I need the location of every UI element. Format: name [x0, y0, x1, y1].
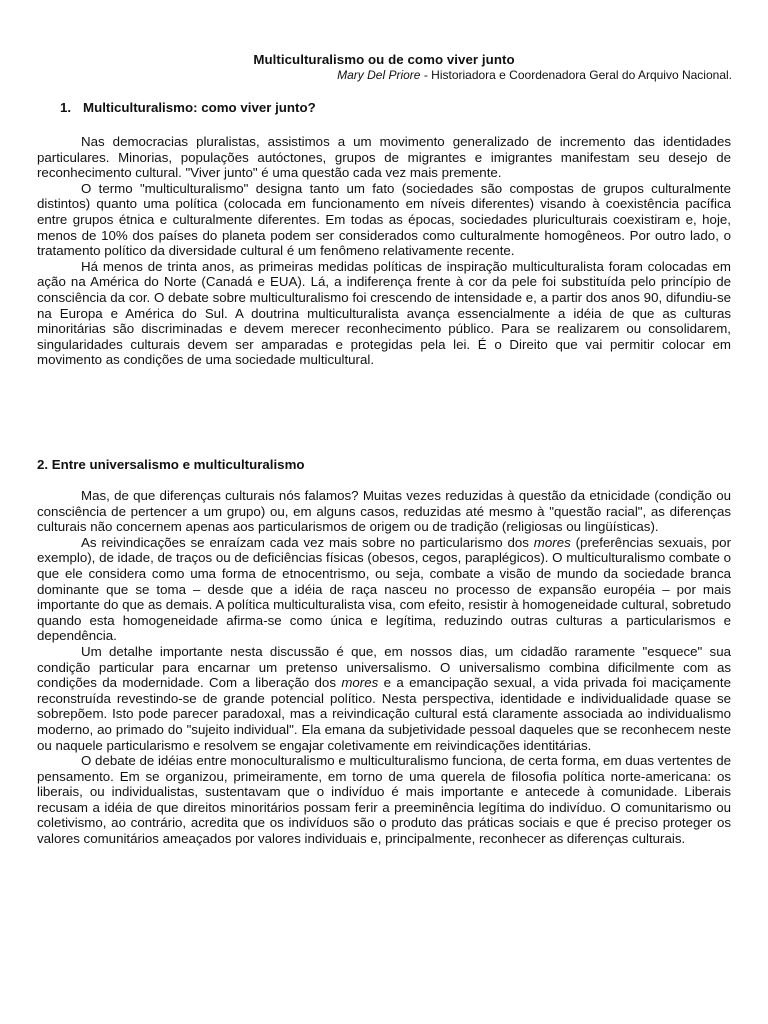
- section-2-paragraph: [37, 644, 731, 753]
- emphasis-term: mores: [341, 675, 379, 691]
- paragraph-text: e a emancipação sexual, a vida privada foi maciçamente reconstruída revestindo-se de grande potencial político. Nesta perspectiva, identidade e individualidade quase se sobrepõem. Isto pode parecer paradoxal, mas a reivindicação cultural está claramente associada ao individualismo moderno, ao primado do "sujeito individual". Ela emana da subjetividade pessoal daqueles que se reconhecem neste ou naquele particularismo e resolvem se engajar coletivamente em reivindicações identitárias.: [37, 675, 731, 753]
- byline-author: Mary Del Priore: [337, 68, 421, 82]
- section-2-paragraph: Mas, de que diferenças culturais nós falamos? Muitas vezes reduzidas à questão da etnicidade (condição ou consciência de pertencer a um grupo) ou, em alguns casos, reduzidas até mesmo à "questão racial", as diferenças culturais não concernem apenas aos particularismos de origem ou de tradição (religiosas ou lingüísticas).: [37, 488, 731, 535]
- section-1-body: [37, 134, 731, 368]
- paragraph-text: (preferências sexuais, por exemplo), de idade, de traços ou de deficiências físicas (obesos, cegos, paraplégicos). O multiculturalismo combate o que ele considera como uma forma de etnocentrismo, ou seja, combate a visão de mundo da sociedade branca dominante que se toma – desde que a idéia de raça nasceu no processo de expansão européia – por mais importante do que as demais. A política multiculturalista visa, com efeito, resistir à homogeneidade cultural, sobretudo quando esta homogeneidade afirma-se como única e legítima, reduzindo outras culturas a particularismos e dependência.: [37, 534, 732, 644]
- section-1-paragraph: Nas democracias pluralistas, assistimos a um movimento generalizado de incremento das identidades particulares. Minorias, populações autóctones, grupos de migrantes e imigrantes manifestam seu desejo de reconhecimento cultural. "Viver junto" é uma questão cada vez mais premente.: [37, 134, 731, 181]
- paragraph-text: As reivindicações se enraízam cada vez mais sobre no particularismo dos: [81, 534, 534, 550]
- section-1-paragraph: Há menos de trinta anos, as primeiras medidas políticas de inspiração multiculturalista foram colocadas em ação na América do Norte (Canadá e EUA). Lá, a indiferença frente à cor da pele foi substituída pelo princípio de consciência da cor. O debate sobre multiculturalismo foi crescendo de intensidade e, a partir dos anos 90, difundiu-se na Europa e América do Sul. A doutrina multiculturalista avança essencialmente a idéia de que as culturas minoritárias são discriminadas e devem merecer reconhecimento público. Para se realizarem ou consolidarem, singularidades culturais devem ser amparadas e protegidas pela lei. É o Direito que vai permitir colocar em movimento as condições de uma sociedade multicultural.: [37, 258, 731, 368]
- section-1-paragraph: O termo "multiculturalismo" designa tanto um fato (sociedades são compostas de grupos culturalmente distintos) quanto uma política (colocada em funcionamento em níveis diferentes) visando à coexistência pacífica entre grupos étnica e culturalmente diferentes. Em todas as épocas, sociedades pluriculturais coexistiram e, hoje, menos de 10% dos países do planeta podem ser considerados como culturalmente homogêneos. Por outro lado, o tratamento político da diversidade cultural é um fenômeno relativamente recente.: [37, 180, 731, 259]
- section-1-number: 1.: [60, 100, 72, 115]
- section-2-number: 2.: [37, 457, 49, 472]
- section-2-paragraph: O debate de idéias entre monoculturalismo e multiculturalismo funciona, de certa forma, em duas vertentes de pensamento. Em se organizou, primeiramente, em torno de uma querela de filosofia política norte-americana: os liberais, ou individualistas, sustentavam que o indivíduo é mais importante e antecede à comunidade. Liberais recusam a idéia de que direitos minoritários possam ferir a preeminência legítima do indivíduo. O comunitarismo ou coletivismo, ao contrário, acredita que os indivíduos são o produto das práticas sociais e que é preciso proteger os valores comunitários ameaçados por valores individuais e, principalmente, reconhecer as diferenças culturais.: [37, 753, 731, 847]
- byline-affiliation: - Historiadora e Coordenadora Geral do Arquivo Nacional.: [420, 68, 732, 82]
- paragraph-text: Um detalhe importante nesta discussão é que, em nossos dias, um cidadão raramente "esquece" sua condição particular para encarnar um pretenso universalismo. O universalismo combina dificilmente com as condições da modernidade. Com a liberação dos: [37, 643, 731, 691]
- document-title: Multiculturalismo ou de como viver junto: [253, 52, 515, 67]
- section-1-title: Multiculturalismo: como viver junto?: [83, 100, 316, 115]
- section-2-paragraph: [37, 535, 731, 644]
- section-2-heading: [37, 457, 305, 472]
- section-2-title: Entre universalismo e multiculturalismo: [51, 457, 305, 472]
- section-2-body: [37, 488, 731, 847]
- emphasis-term: mores: [533, 534, 571, 550]
- section-1-heading: [60, 100, 316, 115]
- document-byline: [337, 68, 732, 82]
